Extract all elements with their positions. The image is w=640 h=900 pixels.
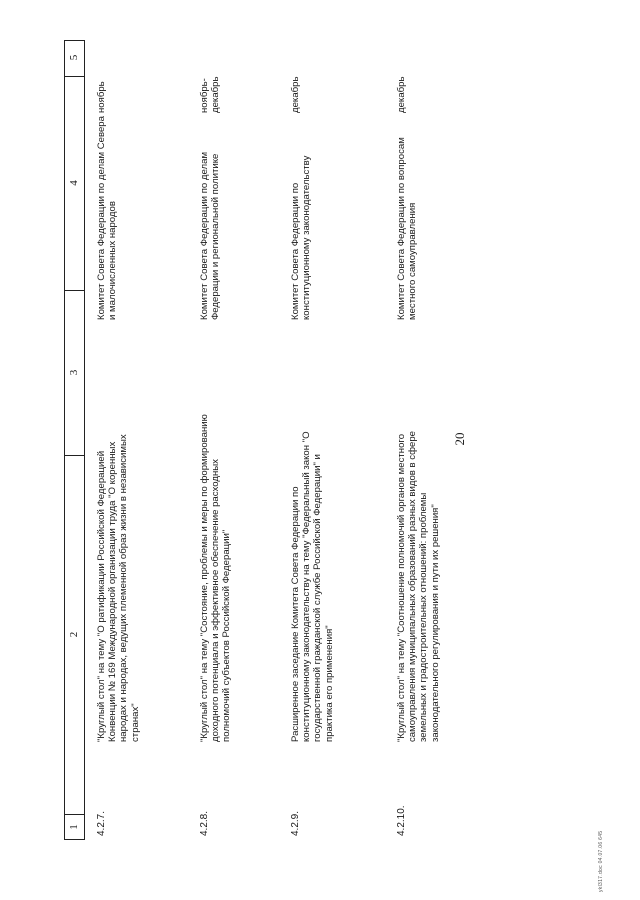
footer-file-code: ykl317.doc 04.07.06 645 xyxy=(598,830,604,892)
row-responsible: Комитет Совета Федерации по конституционному законодательству xyxy=(290,155,313,320)
row-number: 4.2.7. xyxy=(96,810,107,836)
row-number: 4.2.8. xyxy=(199,810,210,836)
header-col-4: 4 xyxy=(65,76,84,291)
row-event: "Круглый стол" на тему "Состояние, проблемы и меры по формированию доходного потенциала и эффективное обеспечение расходных полномочий субъектов Российской Федерации" xyxy=(199,414,233,742)
row-number: 4.2.10. xyxy=(396,805,407,836)
row-date: декабрь xyxy=(396,76,407,113)
row-event: "Круглый стол" на тему "Соотношение полномочий органов местного самоуправления муниципальных образований разных видов в сфере земельных и градостроительных отношений: проблемы законодательного регулирования и пути их решения" xyxy=(396,431,441,742)
row-date: ноябрь-декабрь xyxy=(199,76,222,113)
page-number: 20 xyxy=(452,432,467,446)
header-col-3: 3 xyxy=(65,290,84,456)
row-date: декабрь xyxy=(290,76,301,113)
row-responsible: Комитет Совета Федерации по вопросам местного самоуправления xyxy=(396,137,419,320)
row-responsible: Комитет Совета Федерации по делам Федерации и региональной политике xyxy=(199,151,222,320)
row-number: 4.2.9. xyxy=(290,810,301,836)
row-event: "Круглый стол" на тему "О ратификации Российской Федерацией Конвенции № 169 Международной организации труда "О коренных народах и народах, ведущих племенной образ жизни в независимых странах" xyxy=(96,434,141,742)
header-col-2: 2 xyxy=(65,455,84,815)
header-col-5: 5 xyxy=(65,39,84,77)
table-header-row xyxy=(64,40,85,840)
row-date: ноябрь xyxy=(96,81,107,113)
row-responsible: Комитет Совета Федерации по делам Севера и малочисленных народов xyxy=(96,116,119,320)
header-col-1: 1 xyxy=(68,824,80,830)
row-event: Расширенное заседание Комитета Совета Федерации по конституционному законодательству на тему "Федеральный закон "О государственной гражданской службе Российской Федерации" и практика его применения" xyxy=(290,431,335,742)
